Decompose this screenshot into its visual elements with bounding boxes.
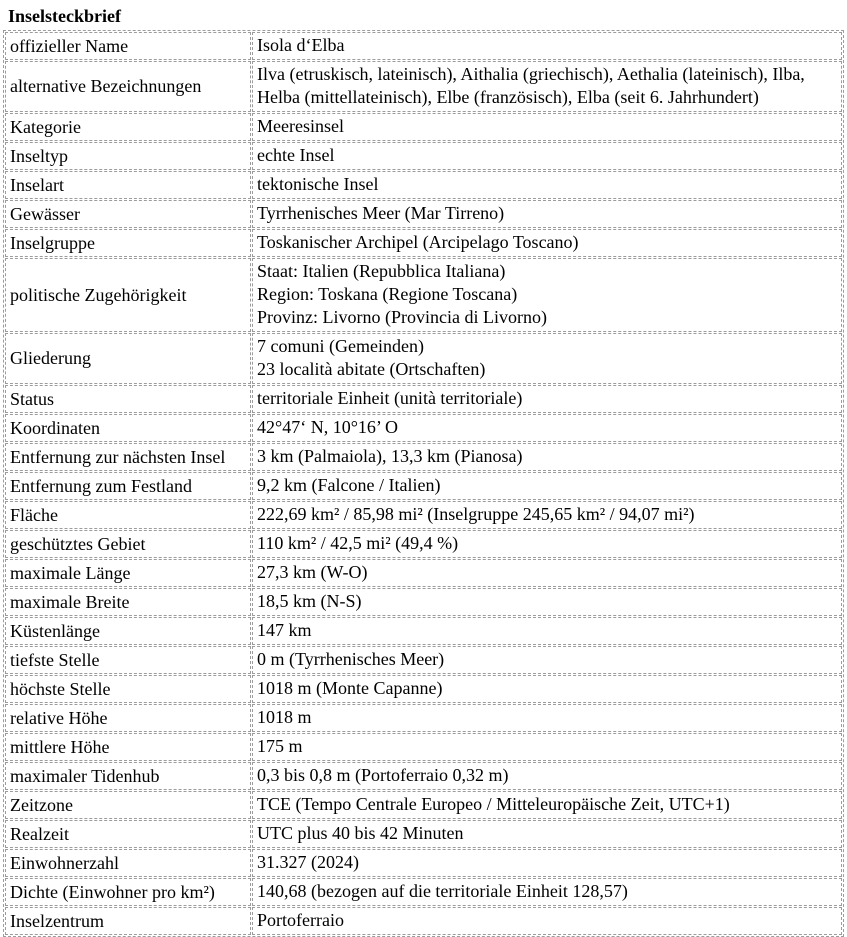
row-label: politische Zugehörigkeit xyxy=(5,258,251,332)
row-value xyxy=(252,385,842,413)
table-row xyxy=(5,472,842,500)
value-line: TCE (Tempo Centrale Europeo / Mitteleuropäische Zeit, UTC+1) xyxy=(257,794,730,814)
row-label: geschütztes Gebiet xyxy=(5,530,251,558)
row-label: offizieller Name xyxy=(5,32,251,60)
row-label: Inselgruppe xyxy=(5,229,251,257)
row-label: maximaler Tidenhub xyxy=(5,762,251,790)
row-label: Kategorie xyxy=(5,113,251,141)
value-line: Tyrrhenisches Meer (Mar Tirreno) xyxy=(257,203,505,223)
value-line: 42°47‘ N, 10°16’ O xyxy=(257,417,399,437)
row-label: Dichte (Einwohner pro km²) xyxy=(5,878,251,906)
row-label: Gliederung xyxy=(5,333,251,384)
table-row xyxy=(5,675,842,703)
table-row xyxy=(5,443,842,471)
row-value xyxy=(252,142,842,170)
table-row xyxy=(5,200,842,228)
table-row xyxy=(5,171,842,199)
table-row xyxy=(5,32,842,60)
row-value xyxy=(252,443,842,471)
row-value xyxy=(252,61,842,112)
value-line: 18,5 km (N-S) xyxy=(257,591,362,611)
table-row xyxy=(5,820,842,848)
row-label: Fläche xyxy=(5,501,251,529)
row-value xyxy=(252,646,842,674)
row-value xyxy=(252,414,842,442)
table-row xyxy=(5,142,842,170)
row-label: Gewässer xyxy=(5,200,251,228)
page-title: Inselsteckbrief xyxy=(8,6,121,26)
table-row xyxy=(5,849,842,877)
row-label: relative Höhe xyxy=(5,704,251,732)
table-row xyxy=(5,762,842,790)
row-value xyxy=(252,200,842,228)
island-profile-table-body xyxy=(5,32,842,935)
value-line: Isola d‘Elba xyxy=(257,35,345,55)
row-label: höchste Stelle xyxy=(5,675,251,703)
table-row xyxy=(5,791,842,819)
table-row xyxy=(5,333,842,384)
row-value xyxy=(252,849,842,877)
row-label: Inselart xyxy=(5,171,251,199)
table-row xyxy=(5,704,842,732)
row-value xyxy=(252,762,842,790)
value-line: 110 km² / 42,5 mi² (49,4 %) xyxy=(257,533,459,553)
value-line: 27,3 km (W-O) xyxy=(257,562,368,582)
row-value xyxy=(252,171,842,199)
row-label: Inselzentrum xyxy=(5,907,251,935)
table-row xyxy=(5,617,842,645)
row-label: Realzeit xyxy=(5,820,251,848)
table-row xyxy=(5,385,842,413)
value-line: territoriale Einheit (unità territoriale) xyxy=(257,388,523,408)
row-value xyxy=(252,820,842,848)
table-row xyxy=(5,530,842,558)
value-line: 3 km (Palmaiola), 13,3 km (Pianosa) xyxy=(257,446,523,466)
value-line: 31.327 (2024) xyxy=(257,852,359,872)
table-row xyxy=(5,229,842,257)
row-label: tiefste Stelle xyxy=(5,646,251,674)
value-line: Ilva (etruskisch, lateinisch), Aithalia (griechisch), Aethalia (lateinisch), Ilba, Helba (mittellateinisch), Elbe (französisch), Elba (seit 6. Jahrhundert) xyxy=(257,64,805,107)
row-value xyxy=(252,704,842,732)
row-value xyxy=(252,878,842,906)
table-row xyxy=(5,588,842,616)
row-value xyxy=(252,258,842,332)
value-line: 175 m xyxy=(257,736,303,756)
row-label: Koordinaten xyxy=(5,414,251,442)
row-label: Entfernung zur nächsten Insel xyxy=(5,443,251,471)
row-label: Status xyxy=(5,385,251,413)
row-value xyxy=(252,791,842,819)
value-line: Staat: Italien (Repubblica Italiana) xyxy=(257,261,506,281)
table-row xyxy=(5,907,842,935)
value-line: UTC plus 40 bis 42 Minuten xyxy=(257,823,464,843)
value-line: 9,2 km (Falcone / Italien) xyxy=(257,475,441,495)
value-line: 222,69 km² / 85,98 mi² (Inselgruppe 245,65 km² / 94,07 mi²) xyxy=(257,504,695,524)
row-label: maximale Breite xyxy=(5,588,251,616)
row-label: maximale Länge xyxy=(5,559,251,587)
row-label: Entfernung zum Festland xyxy=(5,472,251,500)
row-label: mittlere Höhe xyxy=(5,733,251,761)
value-line: 1018 m (Monte Capanne) xyxy=(257,678,443,698)
table-row xyxy=(5,113,842,141)
row-value xyxy=(252,733,842,761)
row-value xyxy=(252,113,842,141)
value-line: 23 località abitate (Ortschaften) xyxy=(257,359,486,379)
value-line: 0,3 bis 0,8 m (Portoferraio 0,32 m) xyxy=(257,765,509,785)
row-label: alternative Bezeichnungen xyxy=(5,61,251,112)
value-line: 0 m (Tyrrhenisches Meer) xyxy=(257,649,445,669)
row-label: Inseltyp xyxy=(5,142,251,170)
value-line: 7 comuni (Gemeinden) xyxy=(257,336,424,356)
row-label: Zeitzone xyxy=(5,791,251,819)
row-label: Einwohnerzahl xyxy=(5,849,251,877)
table-row xyxy=(5,733,842,761)
value-line: Region: Toskana (Regione Toscana) xyxy=(257,284,518,304)
value-line: 1018 m xyxy=(257,707,312,727)
value-line: echte Insel xyxy=(257,145,335,165)
row-value xyxy=(252,675,842,703)
row-value xyxy=(252,501,842,529)
row-value xyxy=(252,333,842,384)
table-row xyxy=(5,61,842,112)
row-value xyxy=(252,229,842,257)
value-line: 147 km xyxy=(257,620,312,640)
island-profile-table xyxy=(3,30,844,937)
value-line: 140,68 (bezogen auf die territoriale Einheit 128,57) xyxy=(257,881,628,901)
table-row xyxy=(5,646,842,674)
row-value xyxy=(252,907,842,935)
value-line: Portoferraio xyxy=(257,910,344,930)
row-value xyxy=(252,32,842,60)
value-line: Meeresinsel xyxy=(257,116,344,136)
table-row xyxy=(5,559,842,587)
table-row xyxy=(5,501,842,529)
row-value xyxy=(252,588,842,616)
value-line: Provinz: Livorno (Provincia di Livorno) xyxy=(257,307,547,327)
row-value xyxy=(252,559,842,587)
row-value xyxy=(252,617,842,645)
table-row xyxy=(5,878,842,906)
table-row xyxy=(5,414,842,442)
row-label: Küstenlänge xyxy=(5,617,251,645)
row-value xyxy=(252,530,842,558)
value-line: Toskanischer Archipel (Arcipelago Toscano) xyxy=(257,232,579,252)
value-line: tektonische Insel xyxy=(257,174,379,194)
table-row xyxy=(5,258,842,332)
row-value xyxy=(252,472,842,500)
